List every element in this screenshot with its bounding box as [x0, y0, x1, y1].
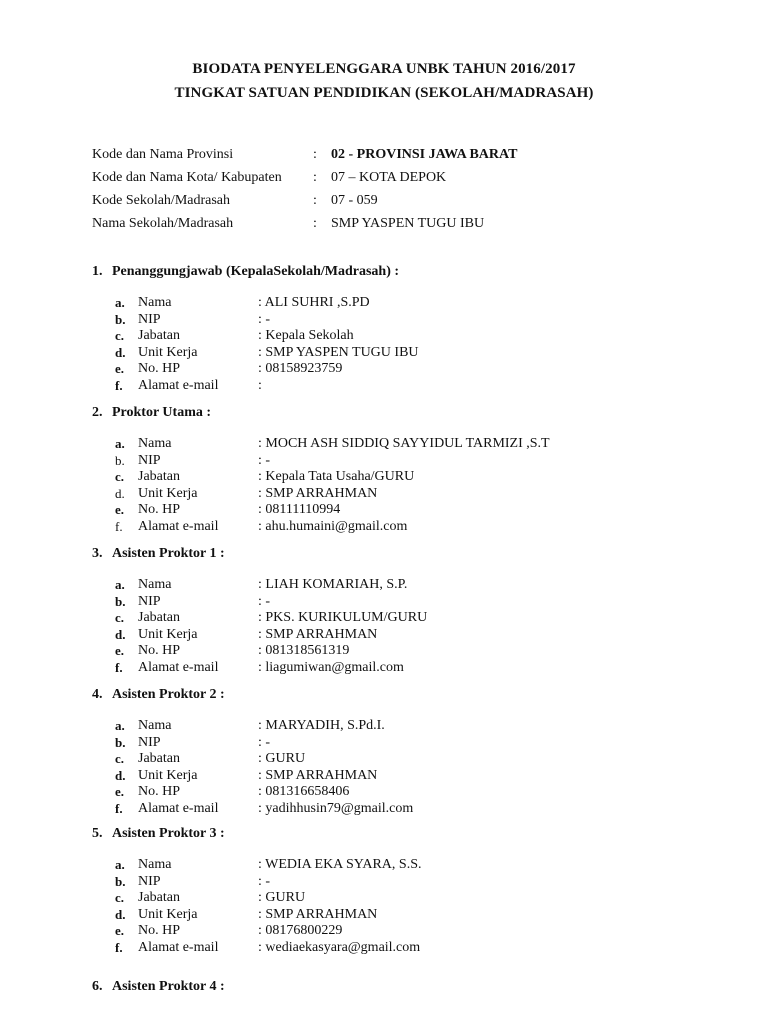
info-label: Kode dan Nama Kota/ Kabupaten: [92, 170, 282, 185]
section-penanggungjawab: [92, 264, 419, 394]
field-label: NIP: [138, 452, 161, 468]
info-colon: :: [313, 193, 317, 208]
field-value: : LIAH KOMARIAH, S.P.: [258, 577, 408, 592]
document-subtitle: TINGKAT SATUAN PENDIDIKAN (SEKOLAH/MADRASAH): [174, 85, 594, 101]
field-value: : yadihhusin79@gmail.com: [258, 800, 414, 816]
field-letter: f.: [115, 939, 123, 955]
field-letter: a.: [115, 295, 125, 310]
section-heading: [92, 979, 225, 999]
field-label: No. HP: [138, 784, 181, 799]
field-row: [92, 344, 419, 362]
field-list: [92, 857, 422, 956]
section-number: 3.: [92, 546, 103, 561]
field-letter: e.: [115, 502, 125, 517]
field-value: : -: [258, 593, 271, 609]
section-heading: [92, 546, 225, 566]
field-letter: b.: [115, 452, 125, 468]
field-label: Nama: [138, 436, 172, 451]
field-row: [92, 593, 271, 611]
field-label: Alamat e-mail: [138, 518, 219, 534]
field-value: : SMP ARRAHMAN: [258, 906, 378, 922]
field-row: [92, 518, 408, 536]
field-row: [92, 361, 399, 378]
field-value: : 081316658406: [258, 784, 350, 799]
field-value: : -: [258, 873, 271, 889]
field-value: : PKS. KURIKULUM/GURU: [258, 610, 428, 625]
field-row: [92, 784, 350, 801]
field-letter: e.: [115, 361, 125, 376]
field-value: : wediaekasyara@gmail.com: [258, 939, 421, 955]
field-label: NIP: [138, 734, 161, 750]
field-letter: a.: [115, 436, 125, 451]
field-row: [92, 923, 343, 940]
field-row: [92, 502, 341, 519]
field-letter: b.: [115, 593, 126, 609]
section-heading: [92, 264, 399, 284]
info-label: Nama Sekolah/Madrasah: [92, 216, 234, 231]
field-value: : GURU: [258, 751, 306, 766]
field-label: NIP: [138, 593, 161, 609]
field-letter: c.: [115, 610, 125, 625]
field-label: Alamat e-mail: [138, 800, 219, 816]
field-value: : SMP ARRAHMAN: [258, 767, 378, 783]
field-list: [92, 718, 414, 817]
field-label: Nama: [138, 295, 172, 310]
field-value: : SMP YASPEN TUGU IBU: [258, 344, 419, 360]
field-row: [92, 643, 350, 660]
field-label: Alamat e-mail: [138, 939, 219, 955]
section-number: 5.: [92, 826, 103, 841]
info-label: Kode dan Nama Provinsi: [92, 147, 234, 162]
field-value: : MARYADIH, S.Pd.I.: [258, 718, 385, 733]
field-list: [92, 295, 419, 394]
field-letter: e.: [115, 784, 125, 799]
field-label: Jabatan: [138, 890, 180, 905]
field-row: [92, 436, 550, 453]
field-value: : Kepala Sekolah: [258, 328, 354, 343]
field-label: No. HP: [138, 643, 181, 658]
field-label: Unit Kerja: [138, 906, 198, 922]
field-row: [92, 857, 422, 874]
field-letter: f.: [115, 518, 123, 534]
field-letter: c.: [115, 890, 125, 905]
section-heading: [92, 687, 225, 707]
info-value: 07 – KOTA DEPOK: [331, 170, 447, 185]
field-row: [92, 577, 408, 594]
field-letter: f.: [115, 377, 123, 393]
field-row: [92, 452, 271, 470]
section-heading: [92, 826, 225, 846]
field-row: [92, 485, 378, 503]
section-title: Asisten Proktor 4 :: [112, 979, 225, 994]
field-value: : -: [258, 734, 271, 750]
field-letter: a.: [115, 718, 125, 733]
field-label: Jabatan: [138, 328, 180, 343]
info-label: Kode Sekolah/Madrasah: [92, 193, 231, 208]
field-label: No. HP: [138, 502, 181, 517]
section-asisten-proktor-3: [92, 826, 422, 956]
field-letter: b.: [115, 734, 126, 750]
field-letter: e.: [115, 643, 125, 658]
info-value: 02 - PROVINSI JAWA BARAT: [331, 147, 518, 162]
field-row: [92, 718, 385, 735]
field-label: Jabatan: [138, 610, 180, 625]
section-heading: [92, 405, 211, 425]
section-proktor-utama: [92, 405, 550, 535]
field-label: NIP: [138, 873, 161, 889]
section-number: 1.: [92, 264, 103, 279]
section-number: 2.: [92, 405, 103, 420]
field-letter: f.: [115, 800, 123, 816]
section-title: Asisten Proktor 2 :: [112, 687, 225, 702]
field-row: [92, 751, 306, 768]
field-value: : -: [258, 311, 271, 327]
field-row: [92, 939, 421, 957]
field-value: : 08158923759: [258, 361, 343, 376]
field-row: [92, 610, 428, 627]
field-list: [92, 436, 550, 535]
section-title: Penanggungjawab (KepalaSekolah/Madrasah) :: [112, 264, 400, 279]
field-label: Jabatan: [138, 751, 180, 766]
field-value: : liagumiwan@gmail.com: [258, 659, 404, 675]
field-value: : MOCH ASH SIDDIQ SAYYIDUL TARMIZI ,S.T: [258, 436, 550, 451]
field-value: : 08111110994: [258, 502, 341, 517]
field-letter: a.: [115, 577, 125, 592]
field-value: :: [258, 377, 262, 393]
field-letter: f.: [115, 659, 123, 675]
field-letter: d.: [115, 767, 126, 783]
field-list: [92, 577, 428, 676]
field-value: : -: [258, 452, 271, 468]
section-asisten-proktor-1: [92, 546, 428, 676]
field-row: [92, 378, 399, 395]
field-row: [92, 328, 399, 345]
field-label: Nama: [138, 577, 172, 592]
info-colon: :: [313, 170, 317, 185]
field-label: Nama: [138, 718, 172, 733]
field-value: : Kepala Tata Usaha/GURU: [258, 469, 415, 484]
field-label: No. HP: [138, 923, 181, 938]
field-row: [92, 626, 378, 644]
field-value: : 08176800229: [258, 923, 343, 938]
section-asisten-proktor-4: [92, 979, 225, 999]
field-row: [92, 873, 271, 891]
field-letter: d.: [115, 906, 126, 922]
info-value: 07 - 059: [331, 193, 378, 208]
field-label: No. HP: [138, 361, 181, 376]
field-row: [92, 734, 271, 752]
info-value: SMP YASPEN TUGU IBU: [331, 216, 485, 231]
field-value: : 081318561319: [258, 643, 350, 658]
field-row: [92, 890, 306, 907]
field-letter: a.: [115, 857, 125, 872]
section-title: Asisten Proktor 1 :: [112, 546, 225, 561]
field-row: [92, 295, 399, 312]
field-letter: c.: [115, 751, 125, 766]
section-title: Asisten Proktor 3 :: [112, 826, 225, 841]
field-row: [92, 659, 404, 677]
field-value: : ALI SUHRI ,S.PD: [258, 295, 370, 310]
section-title: Proktor Utama :: [112, 405, 212, 420]
field-label: Unit Kerja: [138, 485, 198, 501]
field-letter: b.: [115, 873, 126, 889]
field-label: Jabatan: [138, 469, 180, 484]
field-value: : ahu.humaini@gmail.com: [258, 518, 408, 534]
field-value: : WEDIA EKA SYARA, S.S.: [258, 857, 422, 872]
field-label: Alamat e-mail: [138, 659, 219, 675]
field-label: Unit Kerja: [138, 626, 198, 642]
field-label: NIP: [138, 311, 161, 327]
info-colon: :: [313, 147, 317, 162]
field-value: : SMP ARRAHMAN: [258, 485, 378, 501]
field-value: : SMP ARRAHMAN: [258, 626, 378, 642]
field-letter: c.: [115, 469, 125, 484]
field-row: [92, 800, 414, 818]
info-colon: :: [313, 216, 317, 231]
field-letter: d.: [115, 485, 125, 501]
field-row: [92, 906, 378, 924]
section-asisten-proktor-2: [92, 687, 414, 817]
field-label: Unit Kerja: [138, 344, 198, 360]
field-label: Unit Kerja: [138, 767, 198, 783]
field-letter: c.: [115, 328, 125, 343]
field-letter: e.: [115, 923, 125, 938]
field-letter: b.: [115, 311, 126, 327]
field-value: : GURU: [258, 890, 306, 905]
document-title: BIODATA PENYELENGGARA UNBK TAHUN 2016/2017: [192, 61, 576, 77]
section-number: 6.: [92, 979, 103, 994]
field-row: [92, 469, 415, 486]
field-letter: d.: [115, 344, 126, 360]
field-row: [92, 767, 378, 785]
field-label: Alamat e-mail: [138, 377, 219, 393]
field-row: [92, 312, 399, 329]
field-label: Nama: [138, 857, 172, 872]
section-number: 4.: [92, 687, 103, 702]
field-letter: d.: [115, 626, 126, 642]
